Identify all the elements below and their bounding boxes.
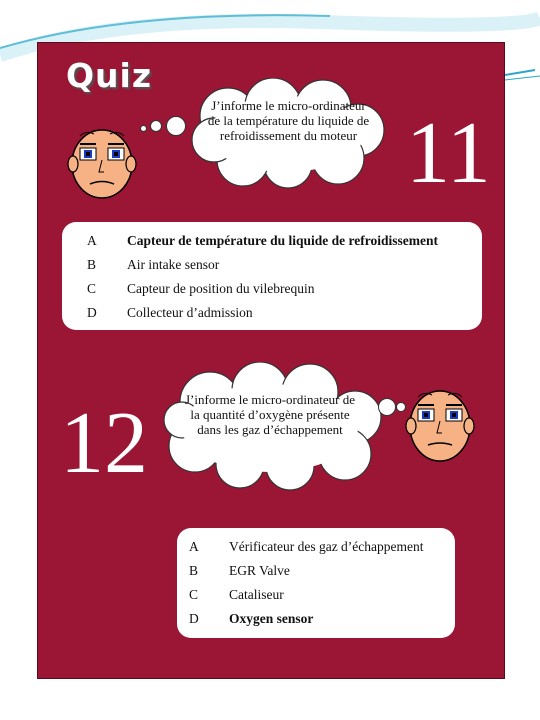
answer-text: Capteur de température du liquide de refroidissement	[127, 233, 438, 248]
cartoon-face-icon	[404, 383, 476, 463]
answer-text: Air intake sensor	[127, 257, 220, 272]
question-11-number: 11	[406, 105, 491, 202]
answer-text: Vérificateur des gaz d’échappement	[229, 539, 424, 554]
cartoon-face-icon	[66, 122, 138, 200]
answer-letter: D	[189, 611, 199, 626]
thought-bubble-dot	[150, 120, 162, 132]
quiz-title: Quiz	[66, 56, 153, 95]
question-11-prompt: J’informe le micro-ordinateur de la température du liquide de refroidissement du moteur	[207, 98, 370, 143]
answer-text: EGR Valve	[229, 563, 290, 578]
thought-bubble-dot	[378, 398, 396, 416]
thought-bubble-dot	[140, 125, 147, 132]
answer-letter: D	[87, 305, 97, 320]
answer-letter: C	[189, 587, 199, 602]
question-12-prompt: J’informe le micro-ordinateur de la quantité d’oxygène présente dans les gaz d’échappement	[184, 392, 355, 437]
answer-letter: A	[189, 539, 199, 554]
answer-letter: C	[87, 281, 97, 296]
answer-text: Collecteur d’admission	[127, 305, 253, 320]
answer-letter: B	[87, 257, 97, 272]
answer-text: Oxygen sensor	[229, 611, 314, 626]
thought-bubble-dot	[166, 116, 186, 136]
answer-text: Cataliseur	[229, 587, 284, 602]
question-12-number: 12	[60, 395, 148, 492]
answer-text: Capteur de position du vilebrequin	[127, 281, 315, 296]
answer-letter: B	[189, 563, 199, 578]
answer-letter: A	[87, 233, 97, 248]
